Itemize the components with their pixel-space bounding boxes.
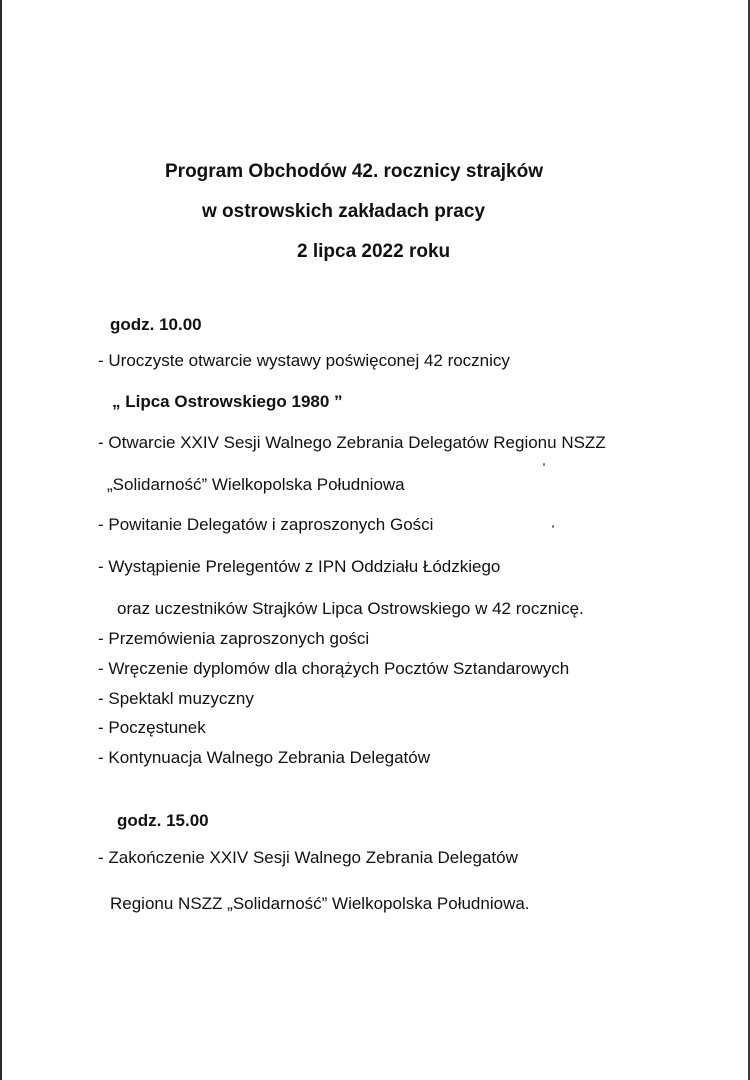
program-item: - Powitanie Delegatów i zaproszonych Gości bbox=[98, 515, 434, 534]
program-item: - Przemówienia zaproszonych gości bbox=[98, 629, 370, 648]
program-item: Regionu NSZZ „Solidarność” Wielkopolska Południowa. bbox=[110, 894, 530, 913]
program-item: oraz uczestników Strajków Lipca Ostrowskiego w 42 rocznicę. bbox=[117, 599, 584, 618]
program-item: - Poczęstunek bbox=[98, 718, 206, 737]
program-item: „Solidarność” Wielkopolska Południowa bbox=[107, 475, 405, 494]
session-2-time: godz. 15.00 bbox=[117, 811, 209, 830]
program-item: - Uroczyste otwarcie wystawy poświęconej 42 rocznicy bbox=[98, 351, 510, 370]
program-item: - Kontynuacja Walnego Zebrania Delegatów bbox=[98, 748, 431, 767]
program-item: - Wystąpienie Prelegentów z IPN Oddziału Łódzkiego bbox=[98, 557, 501, 576]
program-item: - Zakończenie XXIV Sesji Walnego Zebrania Delegatów bbox=[98, 848, 518, 867]
title-line-2: w ostrowskich zakładach pracy bbox=[202, 201, 486, 222]
program-item: - Wręczenie dyplomów dla chorążych Pocztów Sztandarowych bbox=[98, 659, 570, 678]
program-item: - Spektakl muzyczny bbox=[98, 689, 254, 708]
title-line-1: Program Obchodów 42. rocznicy strajków bbox=[165, 161, 543, 182]
title-line-3: 2 lipca 2022 roku bbox=[297, 241, 451, 262]
scan-speck bbox=[552, 525, 554, 528]
scan-speck bbox=[543, 463, 545, 466]
program-item: - Otwarcie XXIV Sesji Walnego Zebrania Delegatów Regionu NSZZ bbox=[98, 433, 606, 452]
program-item: „ Lipca Ostrowskiego 1980 ” bbox=[112, 392, 343, 411]
page-edge-left bbox=[0, 0, 2, 1080]
session-1-time: godz. 10.00 bbox=[110, 315, 202, 334]
